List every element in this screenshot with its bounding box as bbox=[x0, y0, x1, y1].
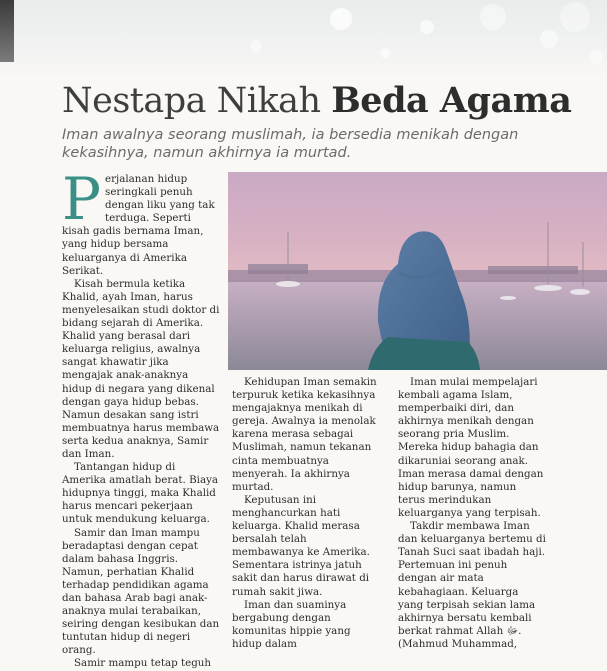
paragraph: Tantangan hidup di Amerika amatlah berat. Biaya hidupnya tinggi, maka Khalid harus mencari pekerjaan untuk mendukung keluarga. bbox=[62, 461, 219, 526]
paragraph: Iman dan suaminya bergabung dengan komunitas hippie yang hidup dalam bbox=[232, 598, 351, 650]
paragraph: Keputusan ini menghancurkan hati keluarga. Khalid merasa bersalah telah membawanya ke Amerika. Sementara istrinya jatuh sakit dan harus dirawat di rumah sakit jiwa. bbox=[232, 493, 370, 598]
text-column-1 bbox=[62, 165, 220, 671]
paragraph: erjalanan hidup seringkali penuh dengan liku yang tak terduga. Seperti kisah gadis bernama Iman, bbox=[62, 173, 215, 238]
page-edge-strip bbox=[0, 0, 14, 62]
header-background-photo bbox=[0, 0, 607, 80]
paragraph: Samir dan Iman mampu beradaptasi dengan cepat dalam bahasa Inggris. Namun, perhatian Khalid terhadap pendidikan agama dan bahasa Arab bagi anak-anaknya mulai terabaikan, seiring dengan kesibukan dan tuntutan hidup di negeri orang. bbox=[62, 526, 220, 657]
title-light: Nestapa Nikah bbox=[62, 81, 321, 121]
paragraph: Samir mampu tetap teguh bbox=[74, 657, 212, 670]
paragraph: Takdir membawa Iman dan keluarganya bertemu di Tanah Suci saat ibadah haji. Pertemuan ini penuh dengan air mata kebahagiaan. Keluarga yang terpisah sekian lama akhirnya bersatu kembali berkat rahmat Allah ﷻ. (Mahmud Muhammad, bbox=[398, 520, 546, 650]
paragraph: Kisah bermula ketika Khalid, ayah Iman, harus menyelesaikan studi doktor di bidang sejarah di Amerika. Khalid yang berasal dari keluarga religius, awalnya sangat khawatir jika mengajak anak-anaknya hidup di negara yang dikenal dengan gaya hidup bebas. Namun desakan sang istri membuatnya harus membawa serta kedua anaknya, Samir dan Iman. bbox=[62, 277, 220, 460]
paragraph: yang hidup bersama keluarganya di Amerika Serikat. bbox=[62, 238, 187, 277]
drop-cap: P bbox=[62, 165, 102, 233]
title-bold: Beda Agama bbox=[331, 80, 572, 121]
text-column-2 bbox=[232, 376, 380, 651]
paragraph: Iman mulai mempelajari kembali agama Islam, memperbaiki diri, dan akhirnya menikah dengan seorang pria Muslim. Mereka hidup bahagia dan dikaruniai seorang anak. Iman merasa damai dengan hidup barunya, namun terus merindukan keluarganya yang terpisah. bbox=[398, 376, 544, 519]
paragraph: Kehidupan Iman semakin terpuruk ketika kekasihnya mengajaknya menikah di gereja. Awalnya ia menolak karena merasa sebagai Muslimah, namun tekanan cinta membuatnya menyerah. Ia akhirnya murtad. bbox=[232, 376, 377, 493]
article-subtitle: Iman awalnya seorang muslimah, ia bersedia menikah dengan kekasihnya, namun akhirnya ia murtad. bbox=[62, 127, 519, 161]
text-column-3 bbox=[398, 376, 546, 651]
woman-hijab-harbor-photo bbox=[228, 172, 607, 370]
article-title bbox=[62, 80, 571, 121]
